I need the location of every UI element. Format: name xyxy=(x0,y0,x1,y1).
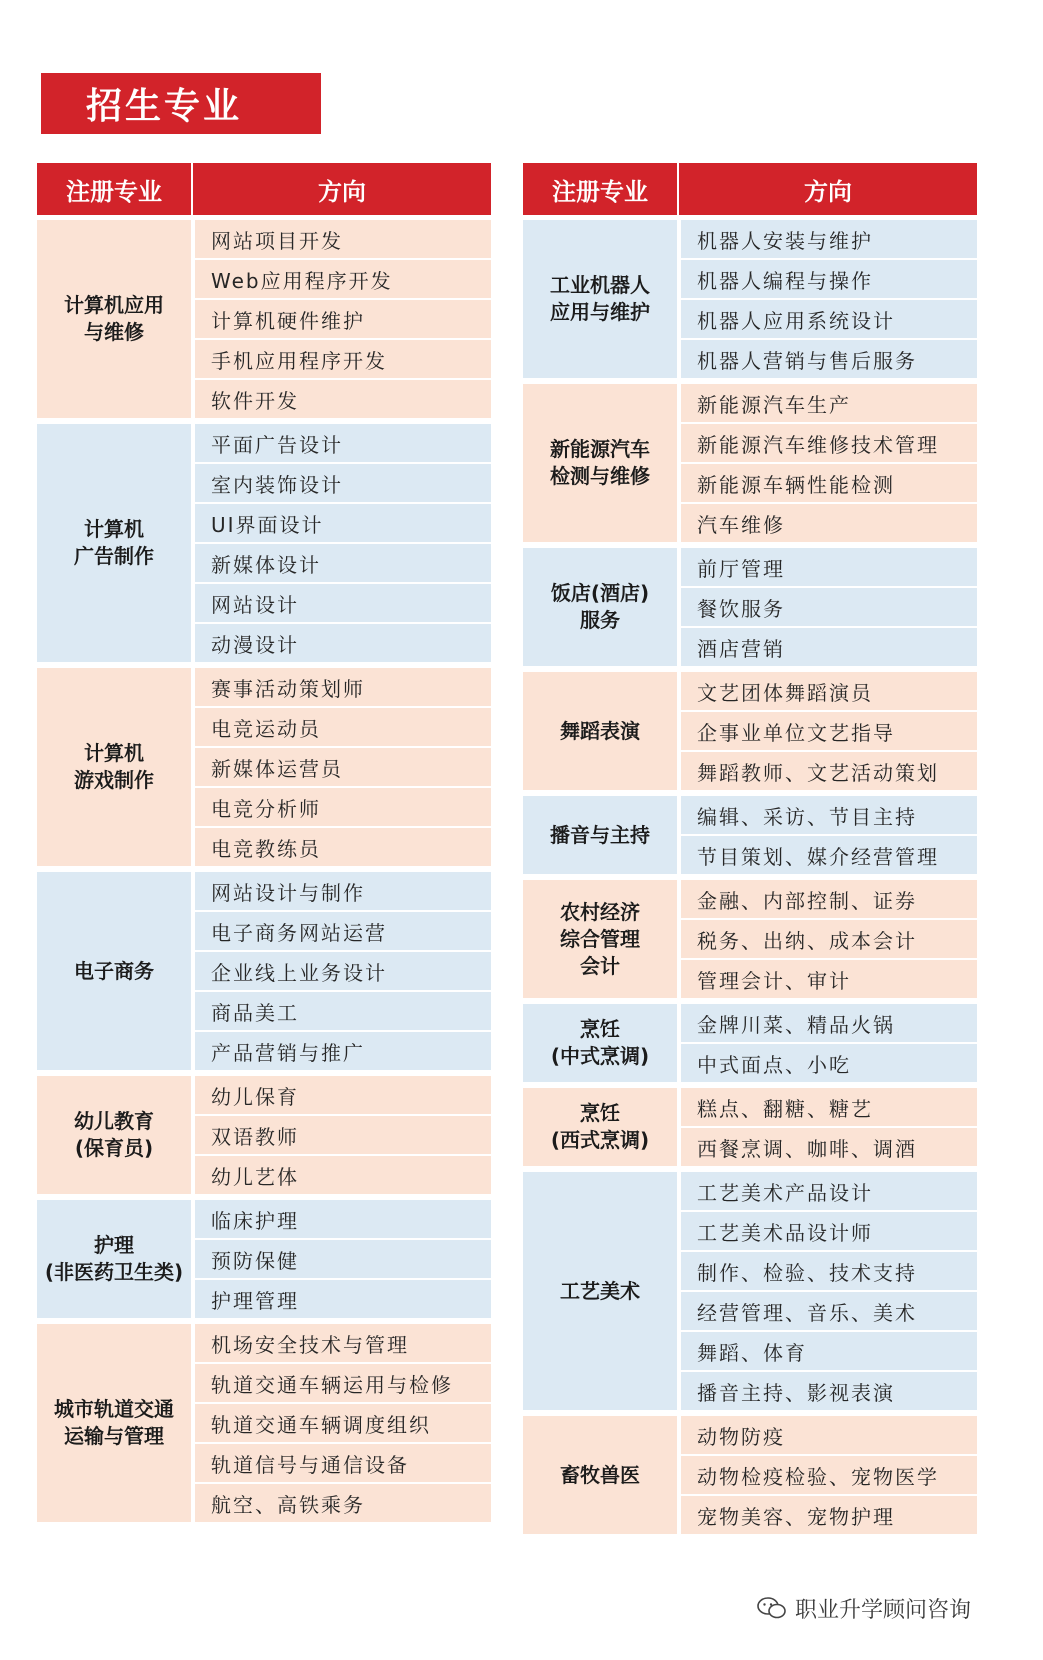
header-major: 注册专业 xyxy=(37,163,193,215)
direction-list xyxy=(681,384,977,542)
major-name: 播音与主持 xyxy=(523,796,677,874)
major-group xyxy=(523,796,977,874)
direction-item: 机场安全技术与管理 xyxy=(195,1324,491,1362)
major-name: 工业机器人 应用与维护 xyxy=(523,220,677,378)
direction-item: 经营管理、音乐、美术 xyxy=(681,1290,977,1330)
direction-item: 西餐烹调、咖啡、调酒 xyxy=(681,1126,977,1166)
watermark-text: 职业升学顾问咨询 xyxy=(795,1597,972,1623)
direction-item: 新媒体设计 xyxy=(195,542,491,582)
major-group xyxy=(37,872,491,1070)
direction-item: 新媒体运营员 xyxy=(195,746,491,786)
direction-item: Web应用程序开发 xyxy=(195,258,491,298)
direction-item: 前厅管理 xyxy=(681,548,977,586)
major-group xyxy=(523,1416,977,1534)
direction-item: 舞蹈、体育 xyxy=(681,1330,977,1370)
direction-item: 工艺美术品设计师 xyxy=(681,1210,977,1250)
direction-item: 金融、内部控制、证券 xyxy=(681,880,977,918)
direction-list xyxy=(195,872,491,1070)
direction-item: 电竞运动员 xyxy=(195,706,491,746)
major-group xyxy=(523,384,977,542)
direction-list xyxy=(195,1324,491,1522)
direction-item: 轨道信号与通信设备 xyxy=(195,1442,491,1482)
direction-item: 企事业单位文艺指导 xyxy=(681,710,977,750)
direction-item: 轨道交通车辆调度组织 xyxy=(195,1402,491,1442)
direction-item: 机器人安装与维护 xyxy=(681,220,977,258)
direction-item: 电竞教练员 xyxy=(195,826,491,866)
left-groups xyxy=(37,220,491,1522)
direction-item: 中式面点、小吃 xyxy=(681,1042,977,1082)
direction-list xyxy=(681,1088,977,1166)
direction-list xyxy=(681,1416,977,1534)
direction-item: 临床护理 xyxy=(195,1200,491,1238)
direction-item: 幼儿艺体 xyxy=(195,1154,491,1194)
major-name: 烹饪 (中式烹调) xyxy=(523,1004,677,1082)
major-group xyxy=(37,220,491,418)
major-group xyxy=(37,1324,491,1522)
direction-list xyxy=(681,1172,977,1410)
major-name: 电子商务 xyxy=(37,872,191,1070)
page-title: 招生专业 xyxy=(41,73,321,134)
watermark xyxy=(757,1590,971,1626)
header-direction: 方向 xyxy=(318,177,366,206)
direction-item: 汽车维修 xyxy=(681,502,977,542)
direction-item: 机器人编程与操作 xyxy=(681,258,977,298)
direction-item: 酒店营销 xyxy=(681,626,977,666)
right-groups xyxy=(523,220,977,1534)
direction-item: 糕点、翻糖、糖艺 xyxy=(681,1088,977,1126)
wechat-icon xyxy=(757,1597,787,1619)
direction-item: 播音主持、影视表演 xyxy=(681,1370,977,1410)
direction-list xyxy=(195,1076,491,1194)
direction-item: 网站设计 xyxy=(195,582,491,622)
table-header xyxy=(37,163,491,215)
direction-item: 金牌川菜、精品火锅 xyxy=(681,1004,977,1042)
direction-item: 新能源汽车维修技术管理 xyxy=(681,422,977,462)
right-table xyxy=(523,163,977,1540)
direction-item: 手机应用程序开发 xyxy=(195,338,491,378)
direction-item: 护理管理 xyxy=(195,1278,491,1318)
direction-item: 工艺美术产品设计 xyxy=(681,1172,977,1210)
direction-item: 电子商务网站运营 xyxy=(195,910,491,950)
direction-list xyxy=(195,220,491,418)
direction-item: 节目策划、媒介经营管理 xyxy=(681,834,977,874)
direction-list xyxy=(195,1200,491,1318)
direction-item: 新能源汽车生产 xyxy=(681,384,977,422)
direction-item: 机器人应用系统设计 xyxy=(681,298,977,338)
direction-item: UI界面设计 xyxy=(195,502,491,542)
direction-item: 预防保健 xyxy=(195,1238,491,1278)
major-group xyxy=(523,672,977,790)
direction-item: 平面广告设计 xyxy=(195,424,491,462)
major-name: 计算机应用 与维修 xyxy=(37,220,191,418)
major-name: 舞蹈表演 xyxy=(523,672,677,790)
direction-list xyxy=(195,668,491,866)
direction-item: 双语教师 xyxy=(195,1114,491,1154)
direction-item: 餐饮服务 xyxy=(681,586,977,626)
direction-item: 计算机硬件维护 xyxy=(195,298,491,338)
direction-list xyxy=(681,220,977,378)
direction-item: 动物防疫 xyxy=(681,1416,977,1454)
major-group xyxy=(523,1172,977,1410)
direction-list xyxy=(681,548,977,666)
direction-item: 轨道交通车辆运用与检修 xyxy=(195,1362,491,1402)
left-table xyxy=(37,163,491,1528)
major-name: 护理 (非医药卫生类) xyxy=(37,1200,191,1318)
major-name: 计算机 游戏制作 xyxy=(37,668,191,866)
direction-item: 机器人营销与售后服务 xyxy=(681,338,977,378)
major-name: 幼儿教育 (保育员) xyxy=(37,1076,191,1194)
direction-item: 产品营销与推广 xyxy=(195,1030,491,1070)
major-group xyxy=(37,668,491,866)
direction-item: 企业线上业务设计 xyxy=(195,950,491,990)
header-major: 注册专业 xyxy=(523,163,679,215)
direction-item: 动漫设计 xyxy=(195,622,491,662)
direction-item: 电竞分析师 xyxy=(195,786,491,826)
major-name: 饭店(酒店) 服务 xyxy=(523,548,677,666)
direction-item: 舞蹈教师、文艺活动策划 xyxy=(681,750,977,790)
direction-item: 编辑、采访、节目主持 xyxy=(681,796,977,834)
direction-list xyxy=(681,796,977,874)
direction-list xyxy=(681,880,977,998)
major-name: 新能源汽车 检测与维修 xyxy=(523,384,677,542)
direction-item: 商品美工 xyxy=(195,990,491,1030)
direction-item: 软件开发 xyxy=(195,378,491,418)
direction-item: 税务、出纳、成本会计 xyxy=(681,918,977,958)
direction-item: 动物检疫检验、宠物医学 xyxy=(681,1454,977,1494)
major-name: 计算机 广告制作 xyxy=(37,424,191,662)
major-name: 城市轨道交通 运输与管理 xyxy=(37,1324,191,1522)
major-group xyxy=(523,1004,977,1082)
direction-item: 幼儿保育 xyxy=(195,1076,491,1114)
direction-item: 新能源车辆性能检测 xyxy=(681,462,977,502)
header-direction: 方向 xyxy=(804,177,852,206)
table-header xyxy=(523,163,977,215)
direction-item: 网站设计与制作 xyxy=(195,872,491,910)
direction-item: 网站项目开发 xyxy=(195,220,491,258)
major-group xyxy=(37,424,491,662)
direction-item: 室内装饰设计 xyxy=(195,462,491,502)
direction-item: 文艺团体舞蹈演员 xyxy=(681,672,977,710)
direction-item: 赛事活动策划师 xyxy=(195,668,491,706)
major-group xyxy=(523,1088,977,1166)
major-name: 农村经济 综合管理 会计 xyxy=(523,880,677,998)
direction-list xyxy=(195,424,491,662)
major-name: 畜牧兽医 xyxy=(523,1416,677,1534)
major-group xyxy=(523,880,977,998)
direction-list xyxy=(681,672,977,790)
major-group xyxy=(37,1200,491,1318)
direction-item: 宠物美容、宠物护理 xyxy=(681,1494,977,1534)
direction-item: 制作、检验、技术支持 xyxy=(681,1250,977,1290)
major-group xyxy=(523,548,977,666)
major-name: 工艺美术 xyxy=(523,1172,677,1410)
major-name: 烹饪 (西式烹调) xyxy=(523,1088,677,1166)
major-group xyxy=(37,1076,491,1194)
direction-item: 管理会计、审计 xyxy=(681,958,977,998)
direction-list xyxy=(681,1004,977,1082)
major-group xyxy=(523,220,977,378)
direction-item: 航空、高铁乘务 xyxy=(195,1482,491,1522)
